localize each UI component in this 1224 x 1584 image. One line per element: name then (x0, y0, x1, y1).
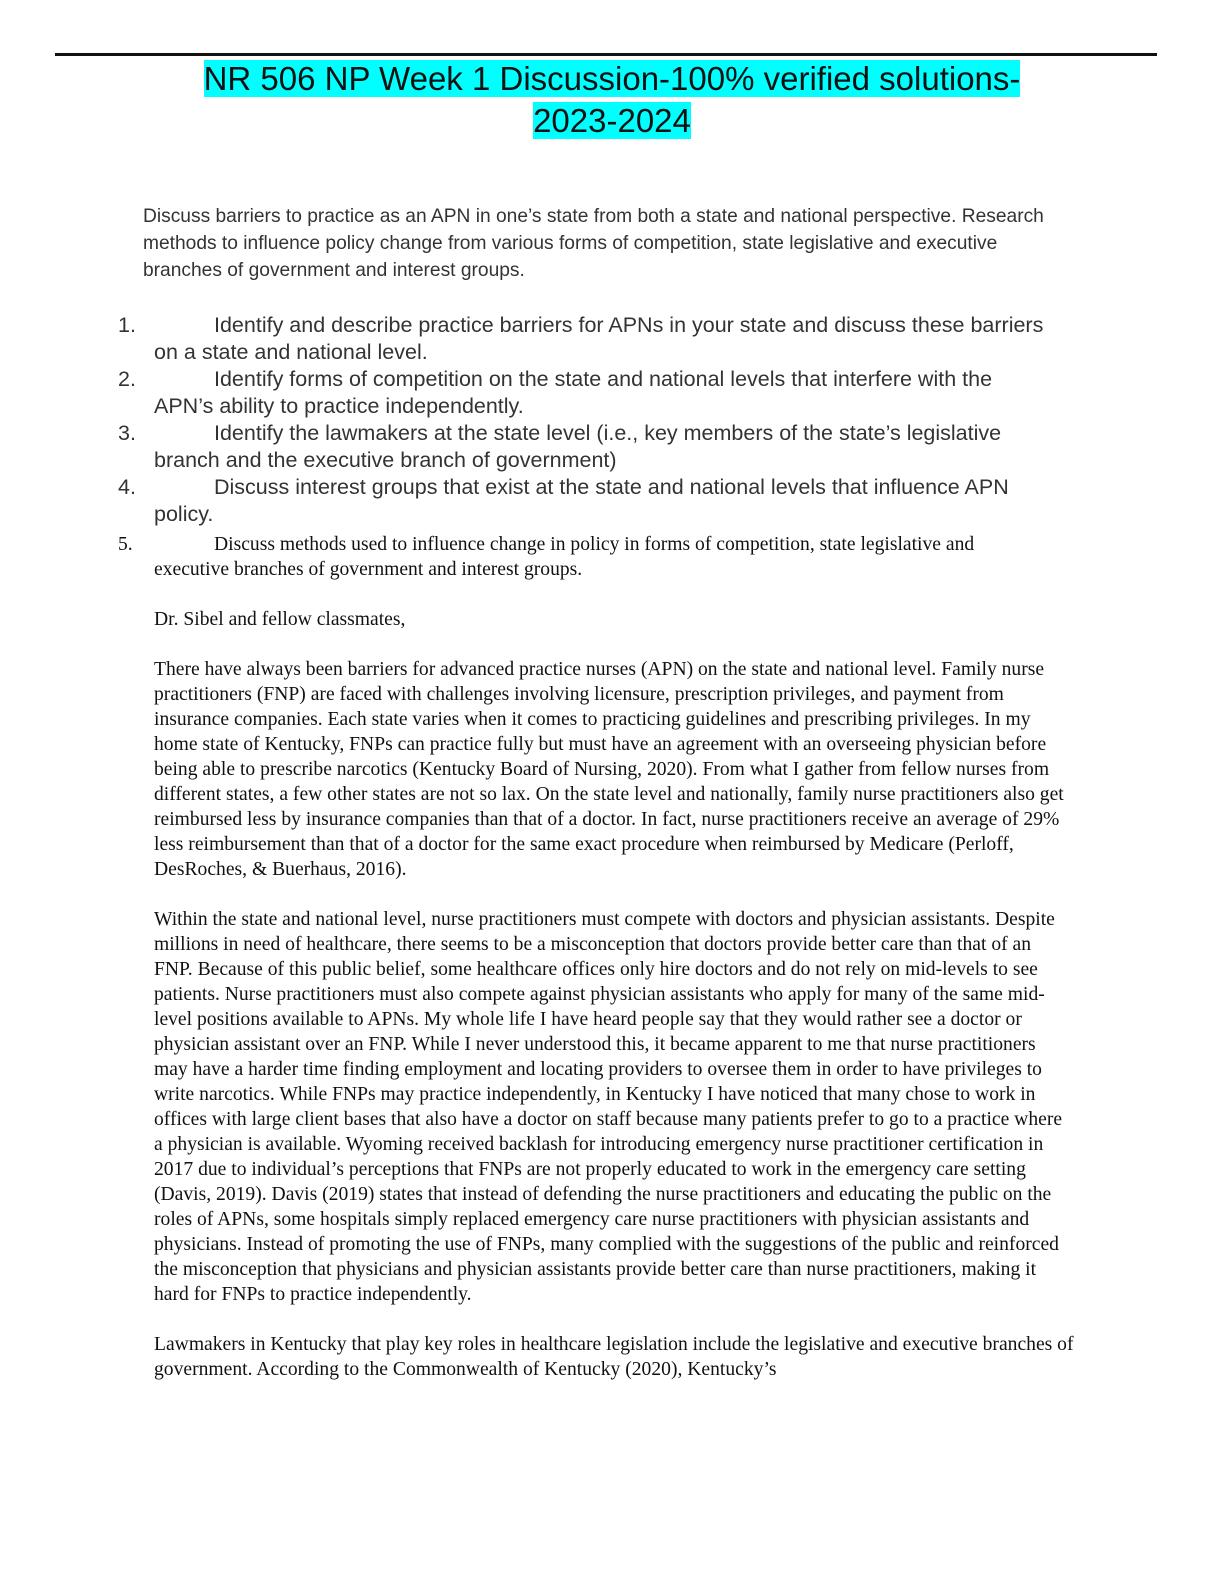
question-item (0, 532, 1054, 582)
question-text: Identify the lawmakers at the state level (i.e., key members of the state’s legislative branch and the executive branch of government) (154, 421, 1002, 472)
question-list (0, 312, 1224, 582)
question-number: 4. (118, 475, 136, 499)
top-rule (55, 53, 1157, 56)
response-paragraph: There have always been barriers for advanced practice nurses (APN) on the state and national level. Family nurse practitioners (FNP) are faced with challenges involving licensure, prescription privileges, and payment from insurance companies. Each state varies when it comes to practicing guidelines and prescribing privileges. In my home state of Kentucky, FNPs can practice fully but must have an agreement with an overseeing physician before being able to prescribe narcotics (Kentucky Board of Nursing, 2020). From what I gather from fellow nurses from different states, a few other states are not so lax. On the state level and nationally, family nurse practitioners also get reimbursed less by insurance companies than that of a doctor. In fact, nurse practitioners receive an average of 29% less reimbursement than that of a doctor for the same exact procedure when reimbursed by Medicare (Perloff, DesRoches, & Buerhaus, 2016). (154, 659, 1064, 880)
question-text: Discuss interest groups that exist at the state and national levels that influence APN policy. (154, 475, 1009, 526)
greeting: Dr. Sibel and fellow classmates, (154, 609, 406, 630)
question-number: 3. (118, 421, 136, 445)
question-text: Identify forms of competition on the state and national levels that interfere with the APN’s ability to practice independently. (154, 367, 993, 418)
response-paragraph: Lawmakers in Kentucky that play key roles in healthcare legislation include the legislative and executive branches of government. According to the Commonwealth of Kentucky (2020), Kentucky’s (154, 1334, 1074, 1380)
question-text: Identify and describe practice barriers for APNs in your state and discuss these barriers on a state and national level. (154, 313, 1044, 364)
response-paragraph: Within the state and national level, nurse practitioners must compete with doctors and physician assistants. Despite millions in need of healthcare, there seems to be a misconception that doctors provide better care than that of an FNP. Because of this public belief, some healthcare offices only hire doctors and do not rely on mid-levels to see patients. Nurse practitioners must also compete against physician assistants who apply for many of the same mid-level positions available to APNs. My whole life I have heard people say that they would rather see a doctor or physician assistant over an FNP. While I never understood this, it became apparent to me that nurse practitioners may have a harder time finding employment and locating providers to oversee them in order to have privileges to write narcotics. While FNPs may practice independently, in Kentucky I have noticed that many chose to work in offices with large client bases that also have a doctor on staff because many patients prefer to go to a practice where a physician is available. Wyoming received backlash for introducing emergency nurse practitioner certification in 2017 due to individual’s perceptions that FNPs are not properly educated to work in the emergency care setting (Davis, 2019). Davis (2019) states that instead of defending the nurse practitioners and educating the public on the roles of APNs, some hospitals simply replaced emergency care nurse practitioners with physician assistants and physicians. Instead of promoting the use of FNPs, many complied with the suggestions of the public and reinforced the misconception that physicians and physician assistants provide better care than nurse practitioners, making it hard for FNPs to practice independently. (154, 909, 1063, 1305)
page-title (0, 58, 1224, 142)
question-item (0, 420, 1054, 474)
title-line-2: 2023-2024 (533, 102, 691, 139)
question-item (0, 474, 1054, 528)
response-body (154, 607, 1074, 1407)
question-number: 2. (118, 367, 136, 391)
question-number: 1. (118, 313, 136, 337)
intro-paragraph: Discuss barriers to practice as an APN in one’s state from both a state and national perspective. Research methods to influence policy change from various forms of competition, state legislative and executive branches of government and interest groups. (143, 206, 1044, 281)
question-item (0, 312, 1054, 366)
question-number: 5. (118, 534, 133, 555)
question-text: Discuss methods used to influence change in policy in forms of competition, state legislative and executive branches of government and interest groups. (154, 534, 975, 580)
title-line-1: NR 506 NP Week 1 Discussion-100% verified solutions- (203, 60, 1021, 97)
question-item (0, 366, 1054, 420)
